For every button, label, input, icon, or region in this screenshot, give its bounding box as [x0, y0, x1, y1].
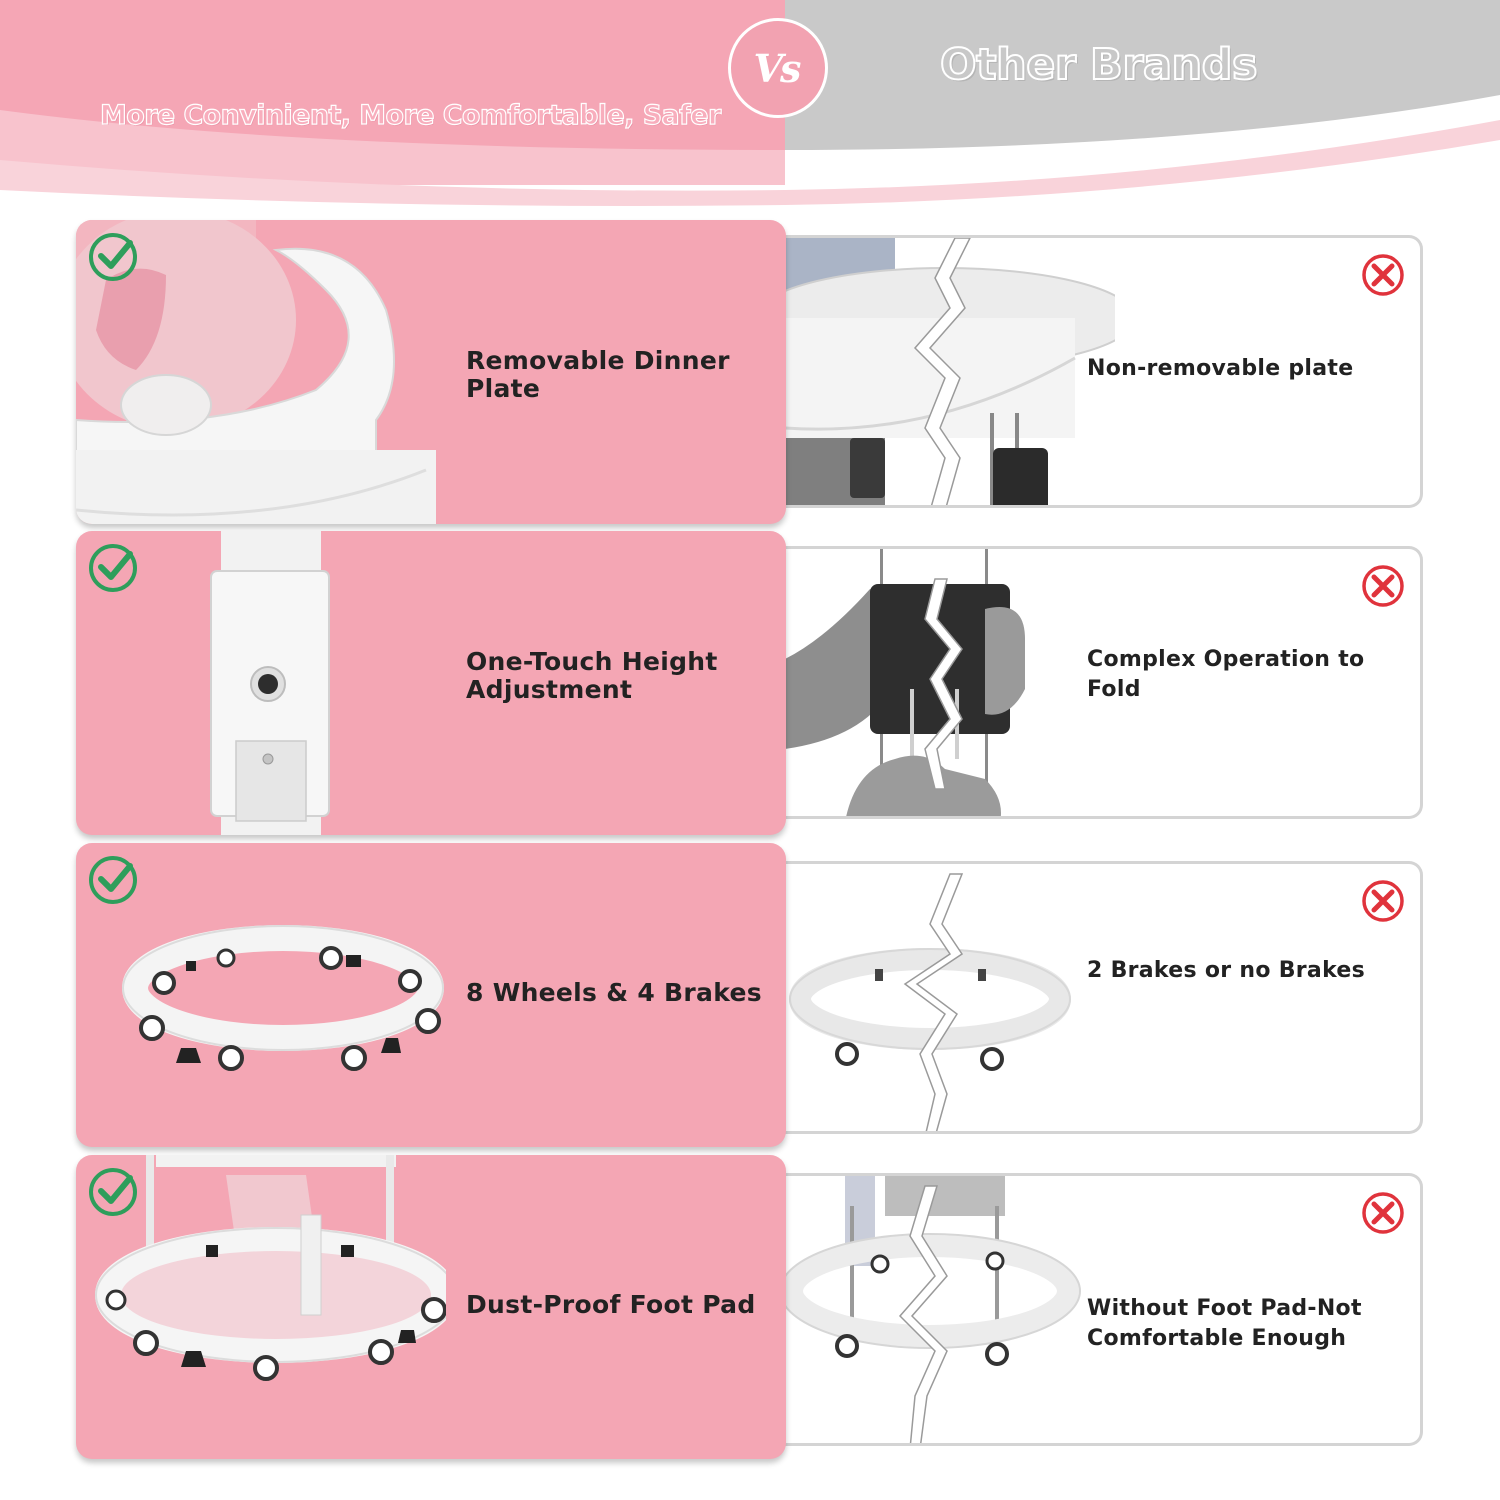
other-feature-text-3: 2 Brakes or no Brakes [1087, 958, 1366, 983]
crack-divider [785, 549, 1115, 819]
other-card-1 [785, 235, 1423, 508]
other-card-4 [785, 1173, 1423, 1446]
cross-icon [1360, 252, 1406, 298]
vs-label: Vs [753, 45, 799, 91]
other-card-3 [785, 861, 1423, 1134]
check-icon [86, 230, 140, 284]
other-brands-title: Other Brands [940, 40, 1258, 90]
check-icon [86, 1165, 140, 1219]
crack-divider [785, 1176, 1115, 1446]
our-card-4 [76, 1155, 786, 1459]
our-card-1 [76, 220, 786, 524]
header-tagline: More Convinient, More Comfortable, Safer [100, 100, 721, 131]
check-icon [86, 853, 140, 907]
our-card-3 [76, 843, 786, 1147]
cross-icon [1360, 878, 1406, 924]
vs-badge [728, 18, 828, 118]
cross-icon [1360, 1190, 1406, 1236]
other-feature-text-2: Complex Operation to Fold [1087, 647, 1365, 702]
other-card-2 [785, 546, 1423, 819]
other-feature-text-4: Without Foot Pad-Not Comfortable Enough [1087, 1296, 1362, 1351]
other-feature-text-1: Non-removable plate [1087, 356, 1354, 381]
our-feature-text-4: Dust-Proof Foot Pad [466, 1290, 756, 1319]
crack-divider [785, 238, 1115, 508]
check-icon [86, 541, 140, 595]
our-card-2 [76, 531, 786, 835]
our-feature-text-3: 8 Wheels & 4 Brakes [466, 978, 762, 1007]
our-feature-text-2: One-Touch Height Adjustment [466, 647, 718, 704]
crack-divider [785, 864, 1115, 1134]
our-feature-text-1: Removable Dinner Plate [466, 346, 730, 403]
cross-icon [1360, 563, 1406, 609]
